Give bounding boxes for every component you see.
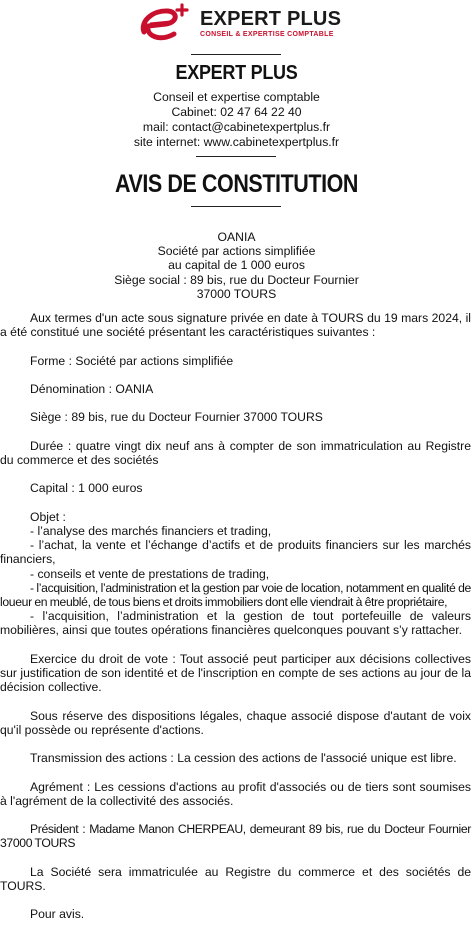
company-header [0,230,473,301]
firm-name: EXPERT PLUS [175,62,298,84]
paragraph-siege: Siège : 89 bis, rue du Docteur Fournier 37000 TOURS [30,410,323,425]
e-plus-logo-mark-icon [138,2,198,48]
objet-item: - conseils et vente de prestations de trading, [30,566,270,581]
company-form: Société par actions simplifiée [157,244,316,259]
company-address: Siège social : 89 bis, rue du Docteur Fournier [114,272,359,287]
paragraph-transmission: Transmission des actions : La cession des actions de l'associé unique est libre. [30,751,457,766]
divider-middle [196,156,276,157]
objet-label: Objet : [30,509,66,524]
paragraph-denomination: Dénomination : OANIA [30,381,154,396]
paragraph-reserve: Sous réserve des dispositions légales, chaque associé dispose d'autant de voix qu'il possède ou représente d'actions. [0,708,471,737]
objet-item: - l’analyse des marchés financiers et trading, [30,523,272,538]
paragraph-vote: Exercice du droit de vote : Tout associé peut participer aux décisions collectives sur justification de son identité et de l'inscription en compte de ses actions au jour de la décision collective. [0,651,471,695]
logo-subtitle: CONSEIL & EXPERTISE COMPTABLE [200,31,334,38]
firm-email: mail: contact@cabinetexpertplus.fr [142,120,331,134]
firm-website: site internet: www.cabinetexpertplus.fr [133,135,340,149]
divider-bottom [191,206,281,207]
expert-plus-logo [138,2,342,46]
divider-top [191,54,281,55]
company-name: OANIA [217,230,256,244]
notice-body [0,311,471,936]
paragraph-forme: Forme : Société par actions simplifiée [30,353,234,368]
firm-phone: Cabinet: 02 47 64 22 40 [171,105,302,119]
company-capital: au capital de 1 000 euros [168,258,305,273]
objet-list [0,510,471,638]
paragraph-capital: Capital : 1 000 euros [30,481,143,496]
paragraph-duree: Durée : quatre vingt dix neuf ans à compter de son immatriculation au Registre du commerce et des sociétés [0,438,471,467]
firm-tagline: Conseil et expertise comptable [153,90,320,104]
firm-contact-block [0,90,473,150]
paragraph-agrement: Agrément : Les cessions d'actions au profit d'associés ou de tiers sont soumises à l'agrément de la collectivité des associés. [0,779,471,808]
objet-item: - l’acquisition, l’administration et la gestion de tout portefeuille de valeurs mobilières, ainsi que toutes opérations financières quelconques pouvant s’y rattacher. [0,609,471,638]
logo-title: EXPERT PLUS [200,8,342,30]
paragraph-immatriculation: La Société sera immatriculée au Registre du commerce et des sociétés de TOURS. [0,864,471,893]
paragraph-closing: Pour avis. [30,907,85,922]
notice-title: AVIS DE CONSTITUTION [114,170,359,198]
objet-item: - l’achat, la vente et l’échange d’actifs et de produits financiers sur les marchés financiers, [0,538,471,567]
paragraph-president: Président : Madame Manon CHERPEAU, demeurant 89 bis, rue du Docteur Fournier 37000 TOURS [0,822,471,851]
paragraph-intro: Aux termes d'un acte sous signature privée en date à TOURS du 19 mars 2024, il a été constitué une société présentant les caractéristiques suivantes : [0,311,471,340]
company-city: 37000 TOURS [196,286,277,301]
objet-item: - l’acquisition, l’administration et la gestion par voie de location, notamment en qualité de loueur en meublé, de tous biens et droits immobiliers dont elle viendrait à être propriétaire, [0,580,471,609]
